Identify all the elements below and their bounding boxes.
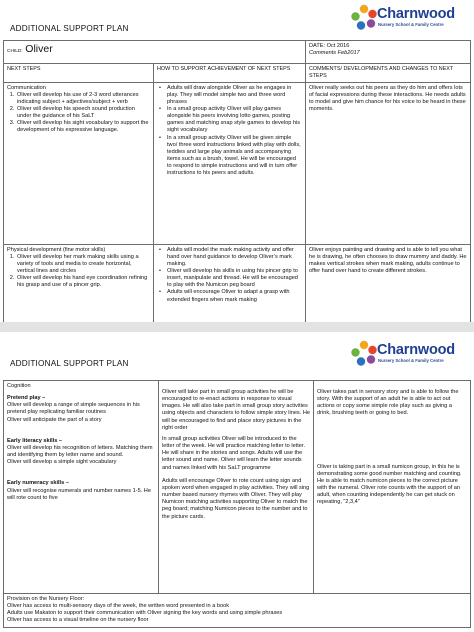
pretend-play-heading: Pretend play – [7,395,46,402]
provision-cell [4,594,471,628]
logo-subtitle: Nursery School & Family Centre [378,22,444,27]
pretend-play-support: Oliver will take part in small group activities he will be encouraged to re-enact actions in response to visual images. He will also take part in small group story activities using objects and characters to follow simple story lines. He will be encouraged to find and place story pictures in the right order [162,389,310,431]
child-name: Oliver [25,43,53,55]
provision-line: Oliver has access to multi-sensory days of the week, the written word presented in a book [7,603,229,610]
list-item: 1. Oliver will develop his use of 2-3 word utterances indicating subject + adjectives/subject + verb [16,92,150,106]
list-item: 1. Oliver will develop her mark making skills using a variety of tools and media to create horizontal, vertical lines and circles [16,254,150,275]
pretend-play-comment: Oliver takes part in sensory story and is able to follow the story. With the support of an adult he is able to act out actions or copy some simple role play such as giving a drink, brushing teeth or going to bed. [317,389,459,417]
provision-line: Adults use Makaton to support their communication with Oliver signing the key words and using simple phrases [7,610,283,617]
numeracy-heading: Early numeracy skills – [7,480,69,487]
list-item: • Adults will draw alongside Oliver as he engages in play. They will model simple two and three word phrases [157,85,302,106]
list-item: • Adults will model the mark making activity and offer hand over hand guidance to develop Oliver’s mark making. [157,247,302,268]
charnwood-logo [350,340,468,368]
cognition-next-steps [4,381,159,594]
header-next-steps: NEXT STEPS [4,64,154,83]
physical-comment: Oliver enjoys painting and drawing and is able to tell you what he is drawing, he often chooses to draw mummy and daddy. He makes vertical strokes when mark making, adults continue to offer hand over hand to create different strokes. [306,244,471,324]
child-label: CHILD: [7,49,23,54]
support-plan-table [3,380,471,628]
list-item: • In a small group activity Oliver will be given simple two/ three word instructions linked with play with dolls, teddies and large play animals and accompanying items such as a brush, towel. He will be encouraged to respond to simple instructions and will in turn offer instructions to his peers and adults. [157,135,302,178]
list-item: 2. Oliver will develop his speech sound production under the guidance of his SaLT [16,106,150,120]
header-comments: COMMENTS/ DEVELOPMENTS AND CHANGES TO NEXT STEPS [306,64,471,83]
plan-date: DATE: Oct 2016 [309,43,350,49]
flower-logo-icon [350,4,378,32]
section-heading: Communication [7,84,46,91]
logo-name: Charnwood [377,342,455,358]
numeracy-step: Oliver will recognise numerals and number names 1-5. He will rote count to five [7,487,151,501]
literacy-support: In small group activities Oliver will be introduced to the letter of the week. He will practice matching letter to letter. He will share in the stories and songs. Adults will use the letter sound and name. Oliver will learn the letter sounds and names linked with his SaLT programme [162,435,306,471]
communication-comment: Oliver really seeks out his peers as they do him and offers lots of facial expressions during these interactions. He needs adults to model and give him chance for his voice to be heard in these moments. [306,82,471,244]
cognition-comments [314,381,471,594]
pretend-play-step: Oliver will develop a range of simple sequences in his pretend play replicating familiar routines [7,402,140,416]
plan-page-2 [0,332,474,632]
section-heading: Physical development (fine motor skills) [7,246,106,253]
physical-support [154,244,306,324]
list-item: • Adults will encourage Oliver to adapt a grasp with extended fingers when mark making [157,289,302,303]
communication-support [154,82,306,244]
charnwood-logo [350,4,468,32]
comments-date: Comments Feb2017 [309,50,360,57]
list-item: • In a small group activity Oliver will play games alongside his peers involving lotto games, posting games and matching snap style games to develop his sight vocabulary [157,106,302,135]
page-title: ADDITIONAL SUPPORT PLAN [10,24,129,33]
header-how-to-support: HOW TO SUPPORT ACHIEVEMENT OF NEXT STEPS [154,64,306,83]
numeracy-support: Adults will encourage Oliver to rote count using sign and spoken word when engaged in play activities. They will sing number based nursery rhymes with Oliver. They will play Numicon matching activities supporting Oliver to match the peg board; matching Numicon pieces to the number and to the picture cards. [162,477,310,520]
list-item: 3. Oliver will develop his sight vocabulary to support the development of his expressive language. [16,120,150,134]
provision-heading: Provision on the Nursery Floor: [7,596,85,602]
literacy-heading: Early literacy skills – [7,437,63,444]
flower-logo-icon [350,340,378,368]
child-cell [4,41,306,64]
section-heading: Cognition [7,383,31,389]
logo-name: Charnwood [377,6,455,22]
logo-subtitle: Nursery School & Family Centre [378,358,444,363]
list-item: • Oliver will develop his skills in using his pincer grip to insert, manipulate and thread. He will be encouraged to play with the Numicon peg board [157,268,302,289]
page-title: ADDITIONAL SUPPORT PLAN [10,359,129,368]
list-item: 2. Oliver will develop his hand eye coordination refining his grasp and use of a pincer grip. [16,275,150,289]
provision-line: Oliver has access to a visual timeline on the nursery floor [7,617,149,624]
literacy-step: Oliver will develop his recognition of letters. Matching them and identifying them by letter name and sound. [7,444,153,459]
cognition-support [159,381,314,594]
support-plan-table [3,40,471,325]
physical-next-steps [4,244,154,324]
communication-next-steps [4,82,154,244]
date-cell [306,41,471,64]
literacy-step: Oliver will develop a simple sight vocabulary [7,459,117,466]
numeracy-comment: Oliver is taking part in a small numicon group, in this he is demonstrating some good number matching and counting. He is able to match numicon pieces to the correct picture with the numeral. Oliver rote counts with the support of an adult, when counting independently he can get stuck on repeating, “2,3,4” [317,463,462,506]
page-separator [0,322,474,332]
pretend-play-step: Oliver will anticipate the part of a story [7,416,102,423]
